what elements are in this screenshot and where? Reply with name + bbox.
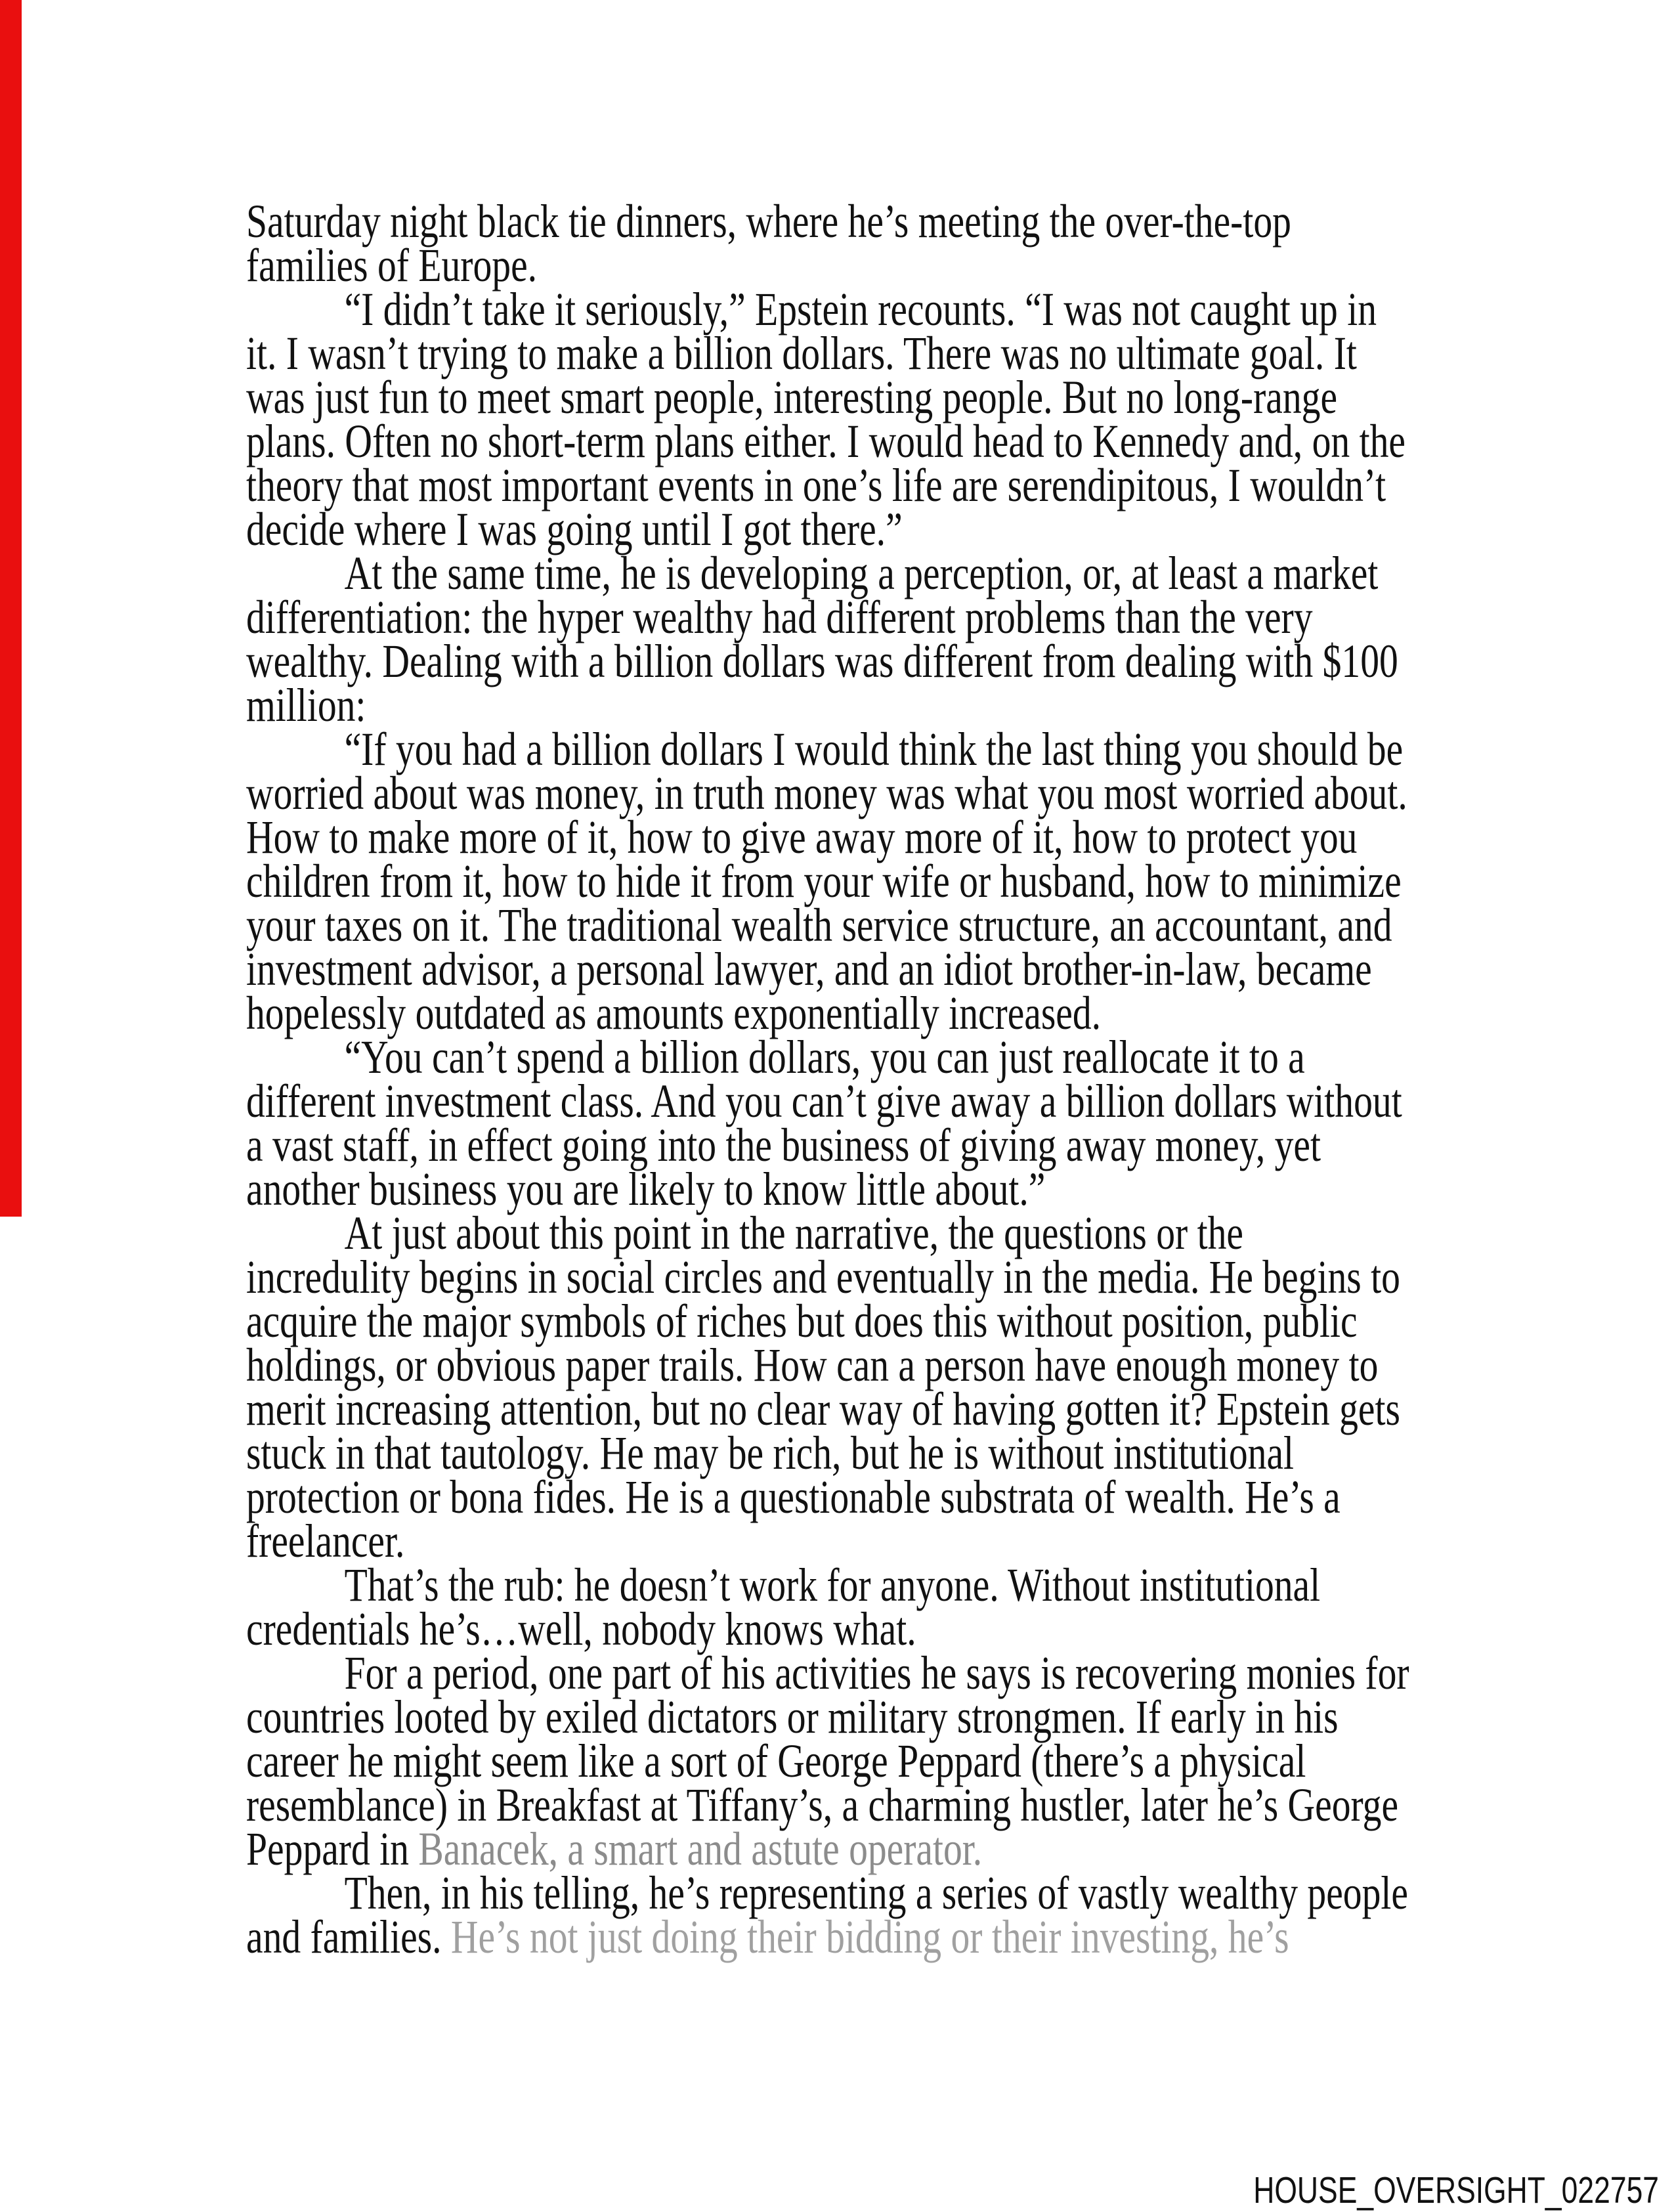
text-segment: incredulity begins in social circles and eventually in the media. He begins to <box>246 1251 1400 1303</box>
text-segment: decide where I was going until I got there.” <box>246 503 903 555</box>
text-segment: families of Europe. <box>246 239 538 292</box>
text-line <box>246 239 1323 292</box>
text-line <box>246 1207 1323 1259</box>
text-line <box>246 1471 1341 1523</box>
text-segment: was just fun to meet smart people, interesting people. But no long-range <box>246 371 1338 423</box>
bates-number: HOUSE_OVERSIGHT_022757 <box>1253 2169 1659 2211</box>
text-segment: “If you had a billion dollars I would think the last thing you should be <box>344 723 1404 775</box>
text-segment: plans. Often no short-term plans either. I would head to Kennedy and, on the <box>246 415 1406 467</box>
text-segment: At the same time, he is developing a perception, or, at least a market <box>344 547 1379 599</box>
text-line <box>246 1867 1408 1919</box>
text-line <box>246 1823 1323 1875</box>
text-segment: different investment class. And you can’t give away a billion dollars without <box>246 1075 1402 1127</box>
text-line <box>246 459 1386 511</box>
text-line <box>246 1647 1409 1699</box>
text-line <box>246 1427 1323 1479</box>
text-segment: freelancer. <box>246 1515 405 1567</box>
text-line <box>246 767 1407 819</box>
text-segment: “You can’t spend a billion dollars, you can just reallocate it to a <box>344 1031 1305 1083</box>
text-segment: Then, in his telling, he’s representing a series of vastly wealthy people <box>344 1867 1408 1919</box>
text-segment: Saturday night black tie dinners, where he’s meeting the over-the-top <box>246 195 1291 248</box>
text-line <box>246 1163 1323 1215</box>
text-segment: it. I wasn’t trying to make a billion dollars. There was no ultimate goal. It <box>246 327 1357 380</box>
text-line <box>246 987 1323 1039</box>
text-segment: wealthy. Dealing with a billion dollars was different from dealing with $100 <box>246 635 1398 687</box>
text-segment: career he might seem like a sort of George Peppard (there’s a physical <box>246 1735 1306 1787</box>
text-line <box>246 855 1402 907</box>
text-line <box>246 547 1379 599</box>
text-line <box>246 1339 1379 1391</box>
text-line <box>246 1559 1323 1611</box>
text-segment: another business you are likely to know little about.” <box>246 1163 1046 1215</box>
text-segment: investment advisor, a personal lawyer, and an idiot brother-in-law, became <box>246 943 1372 995</box>
text-segment: Banacek, a smart and astute operator. <box>418 1823 983 1875</box>
text-segment: theory that most important events in one’s life are serendipitous, I wouldn’t <box>246 459 1386 511</box>
text-segment: holdings, or obvious paper trails. How can a person have enough money to <box>246 1339 1379 1391</box>
text-line <box>246 195 1323 248</box>
text-segment: your taxes on it. The traditional wealth service structure, an accountant, and <box>246 899 1392 951</box>
text-line <box>246 371 1338 423</box>
text-line <box>246 1119 1323 1171</box>
text-line <box>246 415 1406 467</box>
text-line <box>246 327 1357 380</box>
text-segment: acquire the major symbols of riches but does this without position, public <box>246 1295 1358 1347</box>
text-segment: hopelessly outdated as amounts exponentially increased. <box>246 987 1102 1039</box>
text-line <box>246 503 1323 555</box>
text-line <box>246 943 1372 995</box>
text-segment: That’s the rub: he doesn’t work for anyone. Without institutional <box>344 1559 1321 1611</box>
text-segment: “I didn’t take it seriously,” Epstein recounts. “I was not caught up in <box>344 283 1377 336</box>
text-line <box>246 1515 1323 1567</box>
text-segment: Peppard in <box>246 1823 419 1875</box>
text-segment: children from it, how to hide it from your wife or husband, how to minimize <box>246 855 1402 907</box>
text-segment: He’s not just doing their bidding or their investing, he’s <box>450 1911 1289 1963</box>
text-line <box>246 1911 1323 1963</box>
text-line <box>246 635 1398 687</box>
text-segment: differentiation: the hyper wealthy had different problems than the very <box>246 591 1313 643</box>
text-line <box>246 723 1404 775</box>
text-line <box>246 1251 1400 1303</box>
text-segment: merit increasing attention, but no clear way of having gotten it? Epstein gets <box>246 1383 1400 1435</box>
text-segment: million: <box>246 679 366 731</box>
text-segment: For a period, one part of his activities he says is recovering monies for <box>344 1647 1409 1699</box>
text-line <box>246 1691 1339 1743</box>
text-segment: resemblance) in Breakfast at Tiffany’s, a charming hustler, later he’s George <box>246 1779 1399 1831</box>
text-line <box>246 1735 1323 1787</box>
document-text <box>246 195 1592 1963</box>
text-segment: countries looted by exiled dictators or military strongmen. If early in his <box>246 1691 1339 1743</box>
text-line <box>246 899 1392 951</box>
text-line <box>246 591 1323 643</box>
book-edge-red-stripe <box>0 0 22 1217</box>
text-segment: worried about was money, in truth money was what you most worried about. <box>246 767 1407 819</box>
text-line <box>246 1383 1400 1435</box>
text-line <box>246 679 1323 731</box>
text-line <box>246 1295 1358 1347</box>
text-segment: a vast staff, in effect going into the business of giving away money, yet <box>246 1119 1321 1171</box>
text-segment: stuck in that tautology. He may be rich, but he is without institutional <box>246 1427 1295 1479</box>
text-line <box>246 1031 1323 1083</box>
text-segment: and families. <box>246 1911 451 1963</box>
text-segment: protection or bona fides. He is a questionable substrata of wealth. He’s a <box>246 1471 1341 1523</box>
text-segment: credentials he’s…well, nobody knows what. <box>246 1603 916 1655</box>
text-segment: How to make more of it, how to give away more of it, how to protect you <box>246 811 1358 863</box>
text-line <box>246 283 1377 336</box>
text-segment: At just about this point in the narrative, the questions or the <box>344 1207 1243 1259</box>
text-line <box>246 1603 1323 1655</box>
text-line <box>246 1779 1399 1831</box>
text-line <box>246 811 1358 863</box>
text-line <box>246 1075 1402 1127</box>
